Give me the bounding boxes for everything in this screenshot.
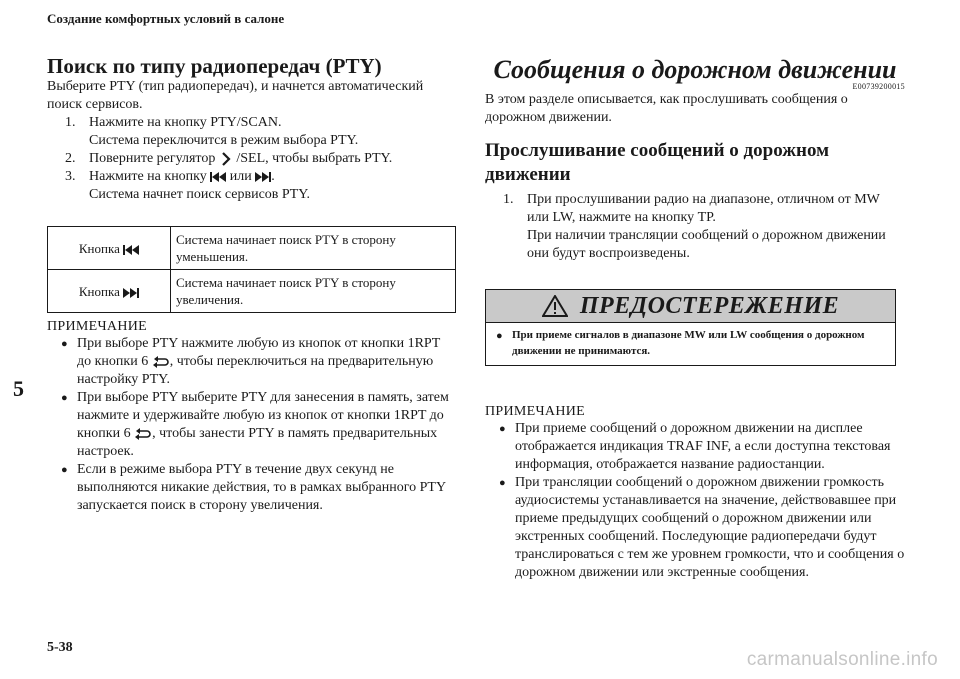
traffic-notes <box>485 420 905 582</box>
list-item: ● При выборе PTY нажмите любую из кнопок от кнопки 1RPT до кнопки 6 , чтобы переключиться на предварительную настройку PTY. <box>61 336 440 387</box>
list-item: ● При приеме сообщений о дорожном движении на дисплее отображается индикация TRAF INF, а если доступна текстовая информация, отображается название радиостанции. <box>499 421 891 472</box>
left-column <box>47 54 457 515</box>
step-3: 3. Нажмите на кнопку или . Система начнет поиск сервисов PTY. <box>65 169 311 202</box>
right-column <box>485 54 905 582</box>
note-title: ПРИМЕЧАНИЕ <box>485 404 585 419</box>
return-arrow-icon <box>134 428 152 440</box>
bullet-icon: ● <box>61 464 68 476</box>
prev-track-icon <box>123 245 139 255</box>
tune-knob-icon <box>219 151 233 167</box>
step-1: 1. При прослушивании радио на диапазоне, отличном от MW или LW, нажмите на кнопку TP. При наличии трансляции сообщений о дорожном движении они будут воспроизведены. <box>503 192 886 261</box>
pty-button-table <box>47 226 456 313</box>
bullet-icon: ● <box>499 423 506 435</box>
warning-triangle-icon <box>542 295 568 317</box>
prev-track-icon <box>210 172 226 182</box>
warning-box <box>485 289 896 366</box>
bullet-icon: ● <box>61 338 68 350</box>
pty-steps <box>47 114 457 204</box>
list-item: ● При приеме сигналов в диапазоне MW или LW сообщения о дорожном движении не принимаются. <box>496 329 865 357</box>
watermark: carmanualsonline.info <box>746 649 938 670</box>
section-code: E00739200015 <box>852 82 905 91</box>
pty-intro: Выберите PTY (тип радиопередач), и начнется автоматический поиск сервисов. <box>47 79 424 112</box>
warning-title: ПРЕДОСТЕРЕЖЕНИЕ <box>579 292 840 319</box>
chapter-tab: 5 <box>13 376 24 401</box>
pty-heading: Поиск по типу радиопередач (PTY) <box>47 54 382 78</box>
list-item: ● При выборе PTY выберите PTY для занесения в память, затем нажмите и удерживайте любую из кнопок от кнопки 1RPT до кнопки 6 , чтобы занести PTY в память предварительных настроек. <box>61 390 449 459</box>
traffic-steps <box>485 191 905 263</box>
list-item: ● При трансляции сообщений о дорожном движении громкость аудиосистемы устанавливается на значение, действовавшее при приеме предыдущих сообщений о дорожном движении или экстренных сообщений. Последующие радиопередачи будут транслироваться с тем же уровнем громкости, что и сообщения о дорожном движении или экстренные сообщения. <box>499 475 905 580</box>
page-number: 5-38 <box>47 640 73 655</box>
next-track-icon <box>255 172 271 182</box>
next-track-icon <box>123 288 139 298</box>
table-row: Кнопка Система начинает поиск PTY в сторону уменьшения. <box>48 227 456 270</box>
pty-notes <box>47 335 457 515</box>
traffic-subheading: Прослушивание сообщений о дорожном движении <box>485 140 830 185</box>
bullet-icon: ● <box>496 330 503 342</box>
table-row: Кнопка Система начинает поиск PTY в сторону увеличения. <box>48 270 456 313</box>
list-item: ● Если в режиме выбора PTY в течение двух секунд не выполняются никакие действия, то в рамках выбранного PTY запускается поиск в сторону увеличения. <box>61 462 446 513</box>
return-arrow-icon <box>152 356 170 368</box>
traffic-intro: В этом разделе описывается, как прослушивать сообщения о дорожном движении. <box>485 92 848 125</box>
bullet-icon: ● <box>499 477 506 489</box>
section-header: Создание комфортных условий в салоне <box>47 11 285 26</box>
note-title: ПРИМЕЧАНИЕ <box>47 319 147 334</box>
step-2: 2. Поверните регулятор /SEL, чтобы выбрать PTY. <box>65 151 393 166</box>
bullet-icon: ● <box>61 392 68 404</box>
step-1: 1. Нажмите на кнопку PTY/SCAN. Система переключится в режим выбора PTY. <box>65 115 359 148</box>
traffic-title: Сообщения о дорожном движении <box>493 55 897 84</box>
